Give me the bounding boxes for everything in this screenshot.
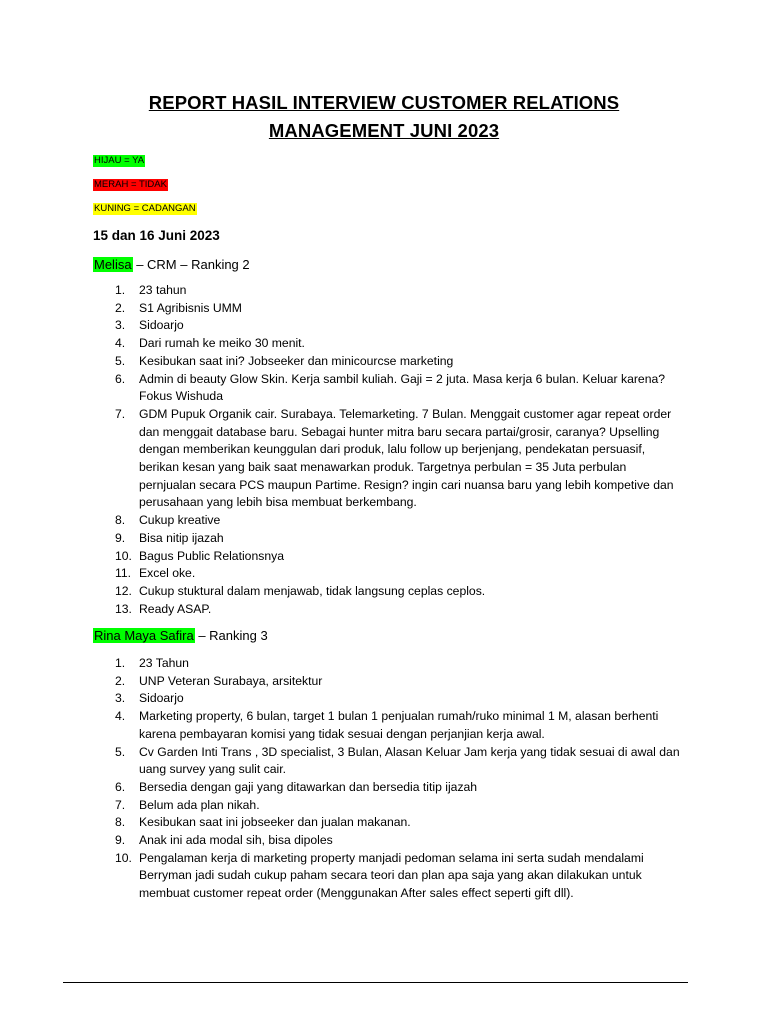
list-item-number: 8. bbox=[115, 513, 126, 528]
list-item bbox=[93, 744, 683, 779]
list-item-text: 23 Tahun bbox=[139, 656, 189, 670]
list-item-number: 6. bbox=[115, 779, 126, 794]
list-item-text: Cukup stuktural dalam menjawab, tidak langsung ceplas ceplos. bbox=[139, 583, 486, 598]
legend-red: MERAH = TIDAK bbox=[94, 179, 167, 190]
candidate-notes-list bbox=[93, 282, 683, 618]
list-item-number: 5. bbox=[115, 744, 126, 759]
list-item-number: 8. bbox=[115, 815, 126, 830]
list-item bbox=[93, 371, 683, 406]
list-item-text: Dari rumah ke meiko 30 menit. bbox=[139, 336, 305, 351]
list-item-text: Cukup kreative bbox=[139, 513, 221, 528]
list-item-number: 7. bbox=[115, 797, 126, 812]
list-item bbox=[93, 512, 683, 530]
candidate-heading bbox=[93, 628, 268, 643]
candidate-heading bbox=[93, 257, 250, 272]
list-item-text: Ready ASAP. bbox=[139, 601, 212, 616]
list-item bbox=[93, 601, 683, 619]
list-item-number: 13. bbox=[115, 601, 132, 616]
list-item-text: Anak ini ada modal sih, bisa dipoles bbox=[139, 833, 333, 848]
list-item-number: 11. bbox=[115, 566, 132, 581]
list-item-text: Excel oke. bbox=[139, 566, 196, 581]
list-item-number: 7. bbox=[115, 406, 126, 421]
list-item-text: Pengalaman kerja di marketing property manjadi pedoman selama ini serta sudah mendalami Berryman jadi sudah cukup paham secara teori dan plan apa saja yang akan dilakukan untuk membuat customer repeat order (Menggunakan After sales effect seperti gift dll). bbox=[139, 850, 644, 901]
legend-yellow: KUNING = CADANGAN bbox=[94, 203, 196, 214]
list-item-number: 10. bbox=[115, 548, 132, 563]
list-item-number: 12. bbox=[115, 583, 132, 598]
list-item bbox=[93, 565, 683, 583]
list-item bbox=[93, 317, 683, 335]
list-item bbox=[93, 548, 683, 566]
candidate-notes-list bbox=[93, 655, 683, 903]
list-item bbox=[93, 335, 683, 353]
list-item-text: Sidoarjo bbox=[139, 691, 184, 706]
report-title-line-2: MANAGEMENT JUNI 2023 bbox=[268, 120, 500, 141]
candidate-ranking: – CRM – Ranking 2 bbox=[132, 257, 250, 272]
list-item bbox=[93, 530, 683, 548]
list-item-number: 3. bbox=[115, 691, 126, 706]
list-item bbox=[93, 690, 683, 708]
date-heading: 15 dan 16 Juni 2023 bbox=[93, 228, 220, 243]
list-item-text: Bisa nitip ijazah bbox=[139, 530, 224, 545]
list-item bbox=[93, 779, 683, 797]
list-item bbox=[93, 797, 683, 815]
list-item-text: Kesibukan saat ini jobseeker dan jualan makanan. bbox=[139, 815, 411, 830]
list-item bbox=[93, 583, 683, 601]
list-item bbox=[93, 832, 683, 850]
list-item-text: Belum ada plan nikah. bbox=[139, 797, 260, 812]
list-item bbox=[93, 406, 683, 512]
list-item-number: 6. bbox=[115, 371, 126, 386]
list-item-text: GDM Pupuk Organik cair. Surabaya. Telemarketing. 7 Bulan. Menggait customer agar repeat order dan menggait database baru. Sebagai hunter mitra baru secara partai/grosir, caranya? Upselling dengan memberikan keunggulan dari produk, lalu follow up berjenjang, pendekatan persuasif, berikan kesan yang baik saat menawarkan produk. Targetnya perbulan = 35 Juta perbulan pernjualan secara PCS maupun Partime. Resign? ingin cari nuansa baru yang lebih kompetive dan perusahaan yang lebih bisa membuat berkembang. bbox=[139, 406, 674, 510]
list-item-number: 9. bbox=[115, 530, 126, 545]
list-item-text: Sidoarjo bbox=[139, 318, 184, 333]
footer-divider bbox=[63, 982, 688, 983]
legend-green: HIJAU = YA bbox=[94, 155, 145, 166]
list-item bbox=[93, 300, 683, 318]
list-item bbox=[93, 353, 683, 371]
list-item bbox=[93, 282, 683, 300]
list-item-text: Bersedia dengan gaji yang ditawarkan dan bersedia titip ijazah bbox=[139, 779, 478, 794]
list-item bbox=[93, 814, 683, 832]
list-item-number: 3. bbox=[115, 318, 126, 333]
list-item-text: Cv Garden Inti Trans , 3D specialist, 3 Bulan, Alasan Keluar Jam kerja yang tidak sesuai di awal dan uang survey yang sulit cair. bbox=[139, 744, 680, 777]
report-title-line-1: REPORT HASIL INTERVIEW CUSTOMER RELATIONS bbox=[148, 92, 620, 113]
list-item-text: S1 Agribisnis UMM bbox=[139, 300, 242, 315]
list-item-number: 4. bbox=[115, 336, 126, 351]
list-item-number: 10. bbox=[115, 850, 132, 865]
candidate-ranking: – Ranking 3 bbox=[194, 628, 268, 643]
list-item-number: 2. bbox=[115, 300, 126, 315]
list-item-number: 1. bbox=[115, 283, 126, 297]
list-item-text: Bagus Public Relationsnya bbox=[139, 548, 284, 563]
list-item-text: Marketing property, 6 bulan, target 1 bulan 1 penjualan rumah/ruko minimal 1 M, alasan berhenti karena pembayaran komisi yang tidak sesuai dengan perjanjian kerja awal. bbox=[139, 709, 659, 741]
list-item-text: Admin di beauty Glow Skin. Kerja sambil kuliah. Gaji = 2 juta. Masa kerja 6 bulan. Keluar karena? Fokus Wishuda bbox=[139, 371, 666, 404]
list-item-number: 1. bbox=[115, 656, 126, 670]
list-item-number: 2. bbox=[115, 673, 126, 688]
list-item bbox=[93, 708, 683, 743]
candidate-name: Melisa bbox=[94, 257, 132, 272]
list-item bbox=[93, 850, 683, 903]
list-item-text: Kesibukan saat ini? Jobseeker dan minicourcse marketing bbox=[139, 353, 454, 368]
list-item bbox=[93, 655, 683, 673]
list-item-number: 4. bbox=[115, 709, 126, 724]
list-item-number: 5. bbox=[115, 353, 126, 368]
list-item-text: 23 tahun bbox=[139, 283, 187, 297]
list-item bbox=[93, 673, 683, 691]
list-item-text: UNP Veteran Surabaya, arsitektur bbox=[139, 673, 323, 688]
list-item-number: 9. bbox=[115, 833, 126, 848]
candidate-name: Rina Maya Safira bbox=[94, 628, 194, 643]
